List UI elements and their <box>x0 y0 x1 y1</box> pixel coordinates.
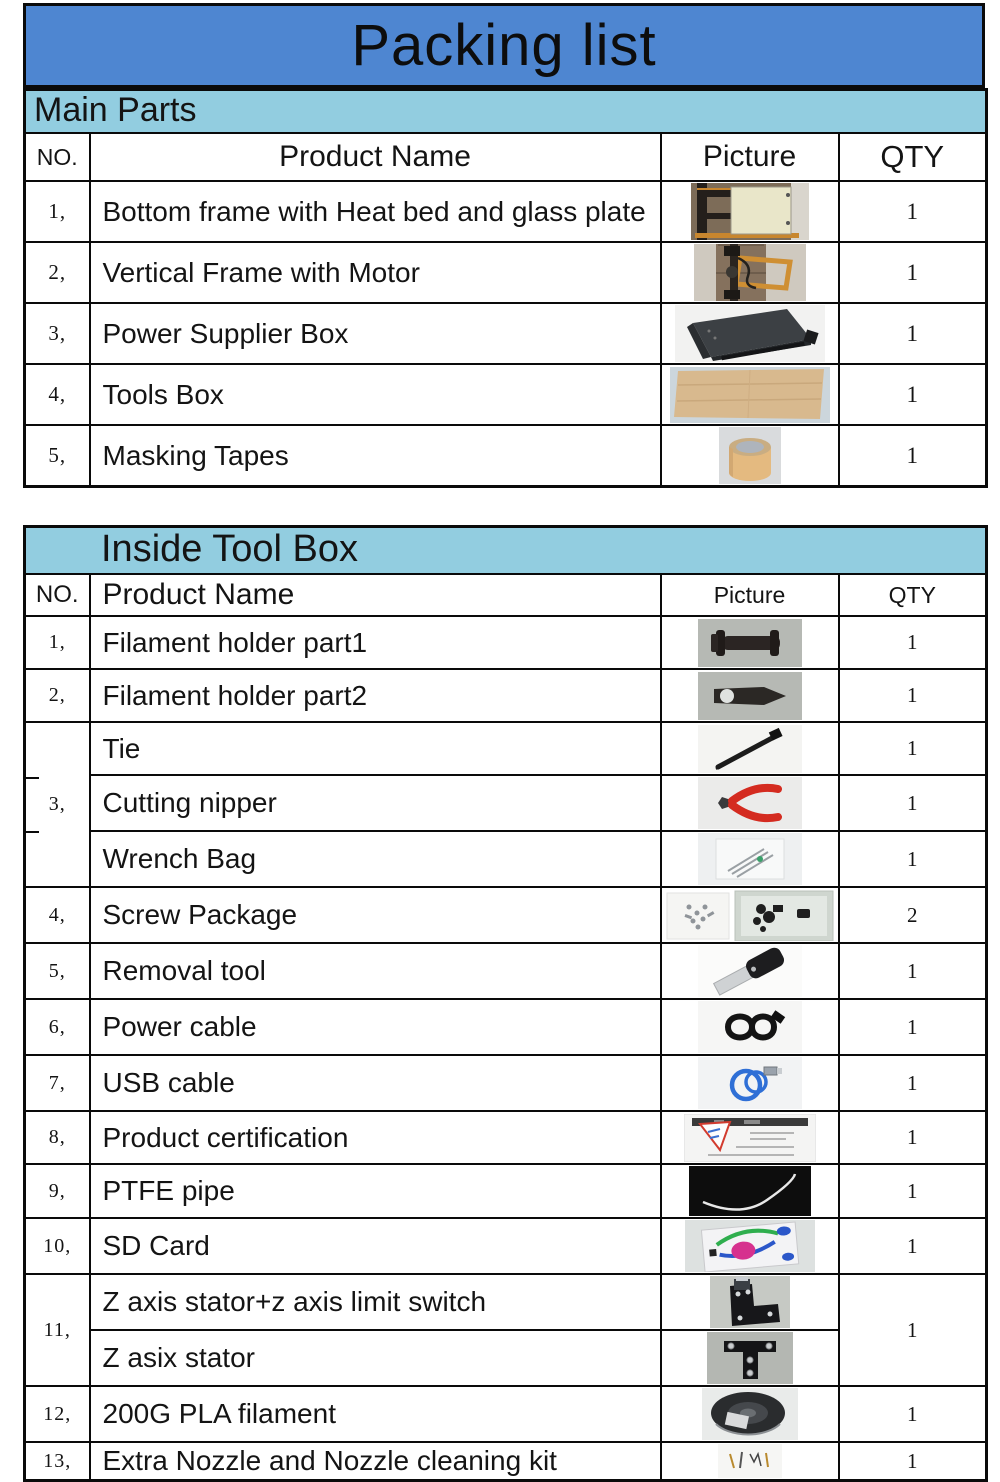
picture-cell <box>661 181 839 242</box>
header-row <box>25 574 987 616</box>
product-name: Wrench Bag <box>90 831 661 887</box>
quantity: 1 <box>839 1218 987 1274</box>
screw-package-photo <box>665 889 835 941</box>
picture-cell <box>661 1111 839 1164</box>
quantity: 1 <box>839 943 987 999</box>
quantity: 1 <box>839 364 987 425</box>
picture-cell <box>661 1386 839 1442</box>
usb-cable-photo <box>698 1057 802 1109</box>
power-cable-photo <box>698 1001 802 1053</box>
picture-cell <box>661 242 839 303</box>
picture-cell <box>661 616 839 669</box>
product-certification-photo <box>684 1114 816 1162</box>
picture-cell <box>661 943 839 999</box>
main-parts-table <box>23 88 988 488</box>
product-name: Cutting nipper <box>90 775 661 831</box>
picture-cell <box>661 722 839 775</box>
quantity: 1 <box>839 1386 987 1442</box>
table-row <box>25 242 987 303</box>
picture-cell <box>661 1330 839 1386</box>
row-number: 3, <box>25 722 90 887</box>
section-row <box>25 90 987 134</box>
column-header-picture: Picture <box>661 574 839 616</box>
header-row <box>25 133 987 181</box>
quantity: 1 <box>839 722 987 775</box>
nozzle-kit-photo <box>718 1444 782 1478</box>
table-row <box>25 943 987 999</box>
filament-holder-part1-photo <box>698 619 802 667</box>
ptfe-pipe-photo <box>689 1166 811 1216</box>
table-row <box>25 364 987 425</box>
table-row <box>25 722 987 775</box>
picture-cell <box>661 425 839 487</box>
product-name: USB cable <box>90 1055 661 1111</box>
product-name: Power Supplier Box <box>90 303 661 364</box>
product-name: Bottom frame with Heat bed and glass plate <box>90 181 661 242</box>
quantity: 1 <box>839 1164 987 1218</box>
product-name: SD Card <box>90 1218 661 1274</box>
product-name: 200G PLA filament <box>90 1386 661 1442</box>
tools-box-photo <box>670 367 830 423</box>
quantity: 1 <box>839 831 987 887</box>
packing-list-sheet <box>23 3 985 1482</box>
row-number: 11, <box>25 1274 90 1386</box>
quantity: 1 <box>839 1111 987 1164</box>
row-number: 5, <box>25 943 90 999</box>
table-row <box>25 181 987 242</box>
row-number: 1, <box>25 616 90 669</box>
quantity: 1 <box>839 616 987 669</box>
table-spacer <box>23 488 985 525</box>
picture-cell <box>661 775 839 831</box>
product-name: Z asix stator <box>90 1330 661 1386</box>
column-header-product-name: Product Name <box>90 574 661 616</box>
quantity: 1 <box>839 1274 987 1386</box>
row-number: 9, <box>25 1164 90 1218</box>
picture-cell <box>661 669 839 722</box>
table-row <box>25 1274 987 1330</box>
product-name: Extra Nozzle and Nozzle cleaning kit <box>90 1442 661 1481</box>
column-header-picture: Picture <box>661 133 839 181</box>
wrench-bag-photo <box>698 833 802 885</box>
product-name: Tie <box>90 722 661 775</box>
column-header-qty: QTY <box>839 574 987 616</box>
z-axis-stator-photo <box>707 1332 793 1384</box>
table-row <box>25 887 987 943</box>
table-row <box>25 1111 987 1164</box>
column-header-no: NO. <box>25 133 90 181</box>
vertical-frame-photo <box>694 244 806 301</box>
product-name: Product certification <box>90 1111 661 1164</box>
row-number: 4, <box>25 887 90 943</box>
picture-cell <box>661 1274 839 1330</box>
quantity: 1 <box>839 303 987 364</box>
quantity: 1 <box>839 425 987 487</box>
product-name: Power cable <box>90 999 661 1055</box>
row-number: 13, <box>25 1442 90 1481</box>
pla-filament-photo <box>702 1388 798 1440</box>
table-row <box>25 1055 987 1111</box>
picture-cell <box>661 999 839 1055</box>
table-row <box>25 831 987 887</box>
table-row <box>25 669 987 722</box>
product-name: Vertical Frame with Motor <box>90 242 661 303</box>
quantity: 1 <box>839 242 987 303</box>
product-name: Tools Box <box>90 364 661 425</box>
table-row <box>25 1218 987 1274</box>
row-number: 8, <box>25 1111 90 1164</box>
row-number: 12, <box>25 1386 90 1442</box>
section-row <box>25 527 987 575</box>
section-title-main-parts: Main Parts <box>25 90 987 134</box>
product-name: PTFE pipe <box>90 1164 661 1218</box>
row-number: 6, <box>25 999 90 1055</box>
filament-holder-part2-photo <box>698 672 802 720</box>
column-header-product-name: Product Name <box>90 133 661 181</box>
sd-card-photo <box>685 1220 815 1272</box>
row-number: 3, <box>25 303 90 364</box>
picture-cell <box>661 1055 839 1111</box>
product-name: Masking Tapes <box>90 425 661 487</box>
picture-cell <box>661 887 839 943</box>
quantity: 1 <box>839 775 987 831</box>
power-supplier-box-photo <box>675 305 825 362</box>
table-row <box>25 1164 987 1218</box>
product-name: Removal tool <box>90 943 661 999</box>
table-row <box>25 303 987 364</box>
row-number: 1, <box>25 181 90 242</box>
quantity: 2 <box>839 887 987 943</box>
row-number: 5, <box>25 425 90 487</box>
picture-cell <box>661 364 839 425</box>
row-number: 2, <box>25 242 90 303</box>
table-row <box>25 1386 987 1442</box>
table-row <box>25 616 987 669</box>
picture-cell <box>661 1218 839 1274</box>
quantity: 1 <box>839 1442 987 1481</box>
inside-tool-box-table <box>23 525 988 1482</box>
z-axis-stator-limit-switch-photo <box>710 1276 790 1328</box>
cutting-nipper-photo <box>698 777 802 829</box>
row-number: 7, <box>25 1055 90 1111</box>
product-name: Z axis stator+z axis limit switch <box>90 1274 661 1330</box>
column-header-no: NO. <box>25 574 90 616</box>
removal-tool-photo <box>698 945 802 997</box>
quantity: 1 <box>839 669 987 722</box>
masking-tape-photo <box>719 427 781 484</box>
page-title: Packing list <box>23 3 985 88</box>
section-title-inside-tool-box: Inside Tool Box <box>25 527 987 575</box>
row-number: 10, <box>25 1218 90 1274</box>
quantity: 1 <box>839 181 987 242</box>
quantity: 1 <box>839 999 987 1055</box>
bottom-frame-photo <box>691 183 809 240</box>
tie-photo <box>698 725 802 773</box>
picture-cell <box>661 1164 839 1218</box>
product-name: Filament holder part1 <box>90 616 661 669</box>
table-row <box>25 425 987 487</box>
picture-cell <box>661 303 839 364</box>
row-number: 4, <box>25 364 90 425</box>
picture-cell <box>661 831 839 887</box>
row-number: 2, <box>25 669 90 722</box>
product-name: Filament holder part2 <box>90 669 661 722</box>
table-row <box>25 999 987 1055</box>
column-header-qty: QTY <box>839 133 987 181</box>
quantity: 1 <box>839 1055 987 1111</box>
table-row <box>25 775 987 831</box>
product-name: Screw Package <box>90 887 661 943</box>
